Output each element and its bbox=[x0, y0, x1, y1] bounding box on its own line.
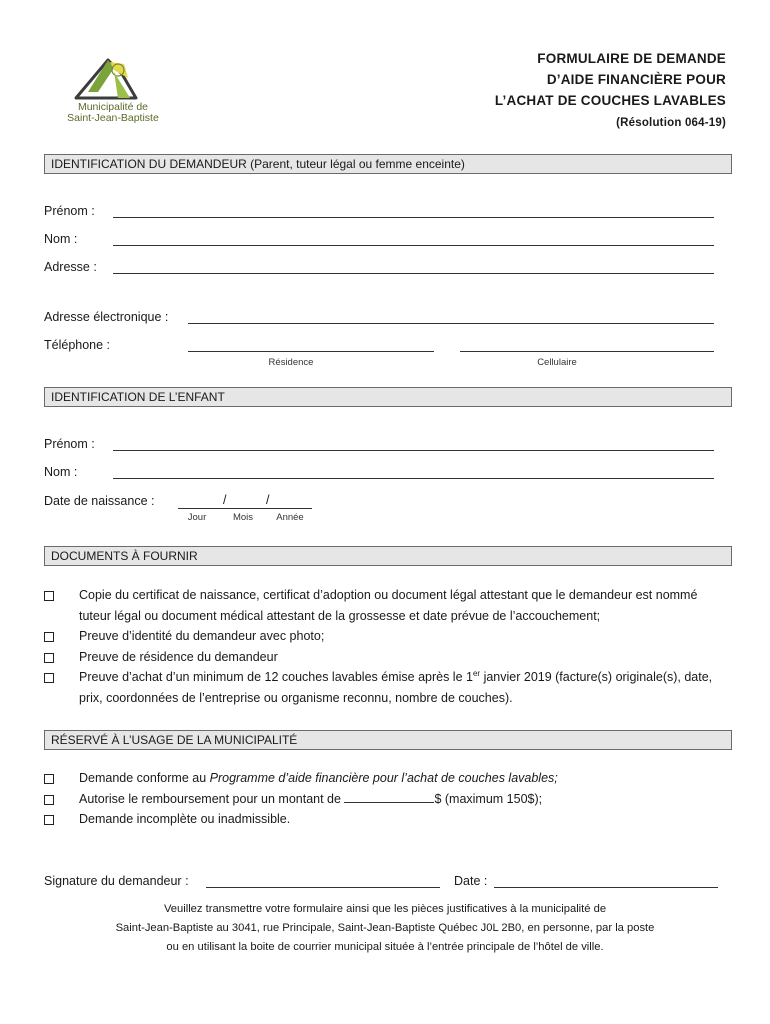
enfant-prenom-label: Prénom : bbox=[44, 437, 95, 451]
document-item bbox=[44, 585, 728, 626]
municipalite-item bbox=[44, 789, 728, 810]
checkbox[interactable] bbox=[44, 774, 54, 784]
document-item bbox=[44, 647, 728, 668]
date-slash-1: / bbox=[223, 493, 227, 507]
document-item-text-b: janvier 2019 (facture(s) originale(s), date, prix, coordonnées de l’entreprise ou organisme reconnu, nombre de couches). bbox=[79, 670, 713, 705]
annee-caption: Année bbox=[276, 512, 304, 523]
checkbox[interactable] bbox=[44, 795, 54, 805]
resolution-number: (Résolution 064-19) bbox=[616, 117, 726, 129]
documents-checklist bbox=[44, 585, 728, 708]
email-field[interactable] bbox=[188, 323, 714, 324]
program-name: Programme d’aide financière pour l’achat de couches lavables; bbox=[209, 771, 558, 785]
document-item-text: Copie du certificat de naissance, certificat d’adoption ou document légal attestant que le demandeur est nommé tuteur légal ou document médical attestant de la grossesse et date prévue de l’accouchement; bbox=[79, 588, 698, 623]
date-slash-2: / bbox=[266, 493, 270, 507]
document-item bbox=[44, 667, 728, 708]
municipalite-item bbox=[44, 768, 728, 789]
footer-line1: Veuillez transmettre votre formulaire ainsi que les pièces justificatives à la municipalité de bbox=[163, 903, 607, 915]
email-label: Adresse électronique : bbox=[44, 310, 169, 324]
form-title bbox=[495, 48, 726, 134]
enfant-nom-label: Nom : bbox=[44, 465, 78, 479]
document-item bbox=[44, 626, 728, 647]
municipalite-checklist bbox=[44, 768, 728, 830]
checkbox[interactable] bbox=[44, 673, 54, 683]
jour-caption: Jour bbox=[187, 512, 207, 523]
title-line2: D’AIDE FINANCIÈRE POUR bbox=[546, 72, 726, 87]
naissance-label: Date de naissance : bbox=[44, 494, 155, 508]
montant-field[interactable] bbox=[344, 790, 434, 803]
logo-text-line1: Municipalité de bbox=[77, 101, 149, 113]
municipalite-item-text: Autorise le remboursement pour un montant de bbox=[79, 791, 345, 806]
logo-text-line2: Saint-Jean-Baptiste bbox=[67, 112, 159, 124]
ordinal-superscript: er bbox=[472, 668, 481, 678]
title-line3: L’ACHAT DE COUCHES LAVABLES bbox=[494, 93, 726, 108]
municipalite-item-text: Demande conforme au bbox=[79, 771, 210, 785]
telephone-residence-field[interactable] bbox=[188, 351, 434, 352]
signature-label: Signature du demandeur : bbox=[44, 874, 189, 888]
footer-line3: ou en utilisant la boite de courrier municipal située à l’entrée principale de l’hôtel de ville. bbox=[166, 941, 604, 953]
telephone-cellulaire-field[interactable] bbox=[460, 351, 714, 352]
checkbox[interactable] bbox=[44, 653, 54, 663]
parent-prenom-field[interactable] bbox=[113, 217, 714, 218]
footer-instructions bbox=[60, 900, 710, 957]
footer-line2: Saint-Jean-Baptiste au 3041, rue Principale, Saint-Jean-Baptiste Québec J0L 2B0, en personne, par la poste bbox=[115, 922, 655, 934]
parent-prenom-label: Prénom : bbox=[44, 204, 95, 218]
municipalite-item-text: $ (maximum 150$); bbox=[434, 791, 543, 806]
signature-field[interactable] bbox=[206, 887, 440, 888]
municipalite-item-text: Demande incomplète ou inadmissible. bbox=[79, 812, 291, 826]
title-line1: FORMULAIRE DE DEMANDE bbox=[537, 51, 726, 66]
mois-caption: Mois bbox=[232, 512, 254, 523]
mountain-logo-icon bbox=[52, 52, 174, 102]
document-item-text-a: Preuve d’achat d’un minimum de 12 couches lavables émise après le 1 bbox=[79, 670, 473, 684]
checkbox[interactable] bbox=[44, 632, 54, 642]
document-item-text: Preuve de résidence du demandeur bbox=[79, 649, 278, 664]
parent-nom-field[interactable] bbox=[113, 245, 714, 246]
checkbox[interactable] bbox=[44, 591, 54, 601]
section-header-municipalite: RÉSERVÉ À L’USAGE DE LA MUNICIPALITÉ bbox=[44, 730, 732, 750]
enfant-nom-field[interactable] bbox=[113, 478, 714, 479]
date-field[interactable] bbox=[494, 887, 718, 888]
residence-caption: Résidence bbox=[268, 357, 314, 368]
checkbox[interactable] bbox=[44, 815, 54, 825]
municipalite-item bbox=[44, 809, 728, 830]
section-header-enfant: IDENTIFICATION DE L’ENFANT bbox=[44, 387, 732, 407]
date-label: Date : bbox=[454, 874, 488, 888]
parent-adresse-label: Adresse : bbox=[44, 260, 97, 274]
date-naissance-field[interactable] bbox=[178, 508, 312, 509]
enfant-prenom-field[interactable] bbox=[113, 450, 714, 451]
parent-adresse-field[interactable] bbox=[113, 273, 714, 274]
section-header-documents: DOCUMENTS À FOURNIR bbox=[44, 546, 732, 566]
document-item-text: Preuve d’identité du demandeur avec photo; bbox=[79, 629, 325, 643]
telephone-label: Téléphone : bbox=[44, 338, 111, 352]
municipality-logo bbox=[52, 52, 174, 130]
section-header-demandeur: IDENTIFICATION DU DEMANDEUR (Parent, tuteur légal ou femme enceinte) bbox=[44, 154, 732, 174]
parent-nom-label: Nom : bbox=[44, 232, 78, 246]
cellulaire-caption: Cellulaire bbox=[537, 357, 577, 368]
